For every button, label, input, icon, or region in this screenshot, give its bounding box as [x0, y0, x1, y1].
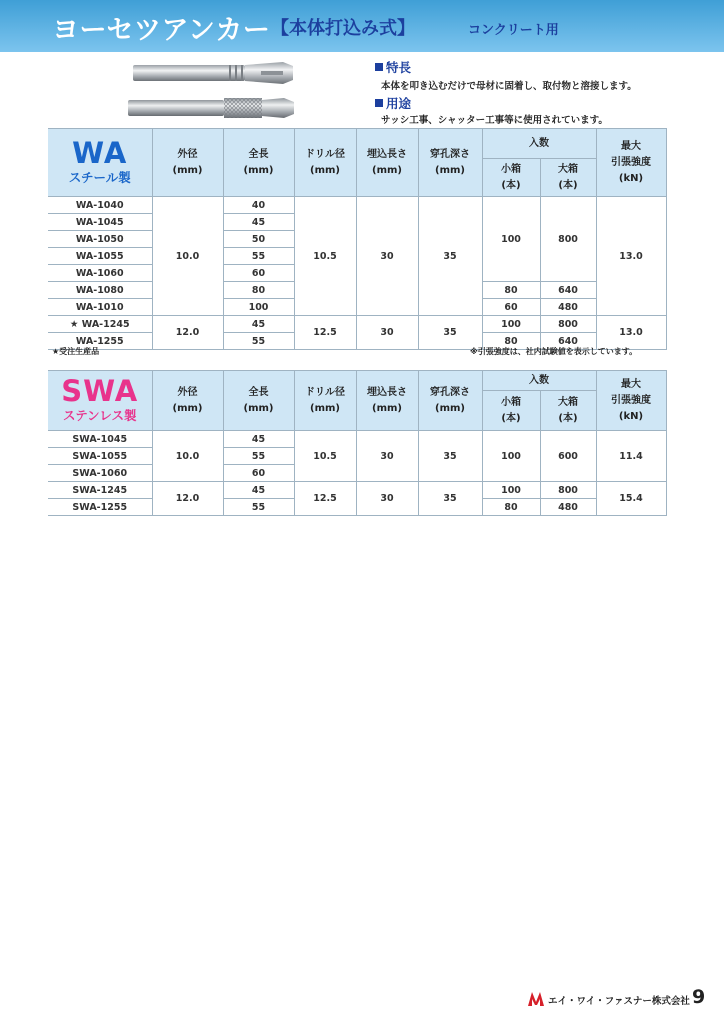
model-code-starred [48, 316, 152, 333]
col-outer-dia [152, 371, 223, 431]
embed-value: 30 [356, 197, 418, 316]
col-label: 小箱 [501, 163, 521, 175]
model-code: WA-1050 [48, 231, 152, 248]
anchor-image-knurled [128, 96, 294, 120]
col-hole-depth [418, 129, 482, 197]
drill-value: 12.5 [294, 316, 356, 350]
table-row [48, 316, 666, 333]
col-label: 埋込長さ [367, 386, 407, 398]
col-label: ドリル径 [305, 386, 345, 398]
page-header [0, 0, 724, 52]
square-bullet-icon [375, 63, 383, 71]
col-unit: (mm) [172, 402, 203, 414]
wa-product-name: WA [72, 135, 128, 170]
length-value: 45 [223, 431, 294, 448]
large-box-value: 640 [540, 282, 596, 299]
embed-value: 30 [356, 431, 418, 482]
page-title: ヨーセツアンカー [52, 15, 271, 46]
anchor-image-plain [133, 62, 293, 84]
col-label: 全長 [248, 386, 269, 398]
col-label: 小箱 [501, 396, 521, 408]
model-code: WA-1010 [48, 299, 152, 316]
swa-spec-table [48, 370, 667, 516]
col-label: 大箱 [558, 396, 578, 408]
col-unit: (mm) [310, 402, 340, 414]
drill-value: 10.5 [294, 431, 356, 482]
col-label: 引張強度 [611, 156, 651, 168]
feature-text: 本体を叩き込むだけで母材に固着し、取付物と溶接します。 [381, 81, 637, 92]
large-box-value: 480 [540, 499, 596, 516]
col-unit: (mm) [435, 402, 465, 414]
col-large-box [540, 391, 596, 431]
col-label: 外径 [177, 148, 198, 160]
col-label: 引張強度 [611, 394, 651, 406]
use-heading [375, 94, 411, 112]
col-length [223, 371, 294, 431]
use-text: サッシ工事、シャッター工事等に使用されています。 [381, 115, 608, 126]
length-value: 100 [223, 299, 294, 316]
col-unit: (mm) [435, 164, 465, 176]
col-label: 外径 [177, 386, 198, 398]
square-bullet-icon [375, 99, 383, 107]
model-code: WA-1045 [48, 214, 152, 231]
table-row [48, 197, 666, 214]
outer-dia-value: 10.0 [152, 431, 223, 482]
embed-value: 30 [356, 482, 418, 516]
outer-dia-value: 12.0 [152, 316, 223, 350]
length-value: 50 [223, 231, 294, 248]
star-icon: ★ [69, 318, 79, 330]
small-box-value: 100 [482, 431, 540, 482]
model-code: SWA-1045 [48, 431, 152, 448]
col-outer-dia [152, 129, 223, 197]
length-value: 45 [223, 482, 294, 499]
length-value: 80 [223, 282, 294, 299]
large-box-value: 600 [540, 431, 596, 482]
small-box-value: 100 [482, 197, 540, 282]
depth-value: 35 [418, 197, 482, 316]
depth-value: 35 [418, 316, 482, 350]
length-value: 60 [223, 465, 294, 482]
col-unit: (本) [558, 179, 578, 191]
col-unit: (kN) [618, 172, 644, 184]
large-box-value: 480 [540, 299, 596, 316]
small-box-value: 100 [482, 316, 540, 333]
model-code: WA-1040 [48, 197, 152, 214]
wa-material: スチール製 [68, 169, 131, 185]
col-unit: (mm) [372, 402, 402, 414]
tensile-note: ※引張強度は、社内試験値を表示しています。 [470, 347, 638, 356]
col-label: 埋込長さ [367, 148, 407, 160]
length-value: 40 [223, 197, 294, 214]
swa-name-cell [48, 371, 152, 431]
model-code: SWA-1055 [48, 448, 152, 465]
col-unit: (mm) [243, 164, 274, 176]
model-code: WA-1255 [48, 333, 152, 350]
wa-spec-table [48, 128, 667, 350]
col-drill [294, 129, 356, 197]
feature-block [375, 58, 411, 76]
large-box-value: 800 [540, 197, 596, 282]
col-small-box [482, 391, 540, 431]
col-label: 最大 [621, 140, 641, 152]
table-row [48, 431, 666, 448]
wa-name-cell [48, 129, 152, 197]
col-label: 穿孔深さ [430, 148, 470, 160]
col-unit: (mm) [372, 164, 402, 176]
tensile-value: 13.0 [596, 316, 666, 350]
length-value: 45 [223, 316, 294, 333]
small-box-value: 60 [482, 299, 540, 316]
swa-product-name: SWA [61, 373, 139, 408]
col-small-box [482, 159, 540, 197]
feature-heading [375, 58, 411, 76]
model-code: SWA-1060 [48, 465, 152, 482]
col-unit: (mm) [310, 164, 340, 176]
col-label: 全長 [248, 148, 269, 160]
col-label: 穿孔深さ [430, 386, 470, 398]
drill-value: 12.5 [294, 482, 356, 516]
col-large-box [540, 159, 596, 197]
use-heading-text: 用途 [386, 96, 412, 111]
tensile-value: 13.0 [596, 197, 666, 316]
col-hole-depth [418, 371, 482, 431]
depth-value: 35 [418, 482, 482, 516]
length-value: 45 [223, 214, 294, 231]
use-block [375, 94, 411, 112]
col-tensile [596, 129, 666, 197]
col-qty: 入数 [482, 371, 596, 391]
small-box-value: 80 [482, 282, 540, 299]
col-unit: (本) [558, 412, 578, 424]
col-unit: (mm) [243, 402, 274, 414]
col-drill [294, 371, 356, 431]
drill-value: 10.5 [294, 197, 356, 316]
small-box-value: 80 [482, 499, 540, 516]
col-unit: (mm) [172, 164, 203, 176]
made-to-order-note: ★受注生産品 [52, 347, 100, 356]
col-unit: (本) [501, 412, 521, 424]
model-code: SWA-1245 [48, 482, 152, 499]
company-name: エイ・ワイ・ファスナー株式会社 [548, 996, 690, 1007]
company-logo-icon [528, 991, 546, 1007]
col-tensile [596, 371, 666, 431]
usage-label: コンクリート用 [468, 23, 559, 38]
model-code: WA-1060 [48, 265, 152, 282]
large-box-value: 800 [540, 316, 596, 333]
large-box-value: 800 [540, 482, 596, 499]
col-length [223, 129, 294, 197]
page-number: 9 [692, 986, 706, 1008]
swa-material: ステンレス製 [63, 407, 137, 423]
length-value: 60 [223, 265, 294, 282]
col-label: ドリル径 [305, 148, 345, 160]
col-embed [356, 129, 418, 197]
length-value: 55 [223, 499, 294, 516]
large-box-value: 640 [540, 333, 596, 350]
embed-value: 30 [356, 316, 418, 350]
col-unit: (本) [501, 179, 521, 191]
outer-dia-value: 10.0 [152, 197, 223, 316]
col-label: 大箱 [558, 163, 578, 175]
depth-value: 35 [418, 431, 482, 482]
model-code: WA-1245 [81, 318, 130, 330]
length-value: 55 [223, 333, 294, 350]
tensile-value: 11.4 [596, 431, 666, 482]
tensile-value: 15.4 [596, 482, 666, 516]
feature-heading-text: 特長 [386, 60, 412, 75]
model-code: WA-1055 [48, 248, 152, 265]
model-code: WA-1080 [48, 282, 152, 299]
col-unit: (kN) [618, 410, 644, 422]
outer-dia-value: 12.0 [152, 482, 223, 516]
small-box-value: 80 [482, 333, 540, 350]
table-row [48, 482, 666, 499]
col-label: 最大 [621, 378, 641, 390]
small-box-value: 100 [482, 482, 540, 499]
length-value: 55 [223, 248, 294, 265]
col-embed [356, 371, 418, 431]
col-qty: 入数 [482, 129, 596, 159]
page-subtitle: 【本体打込み式】 [271, 18, 415, 39]
length-value: 55 [223, 448, 294, 465]
model-code: SWA-1255 [48, 499, 152, 516]
